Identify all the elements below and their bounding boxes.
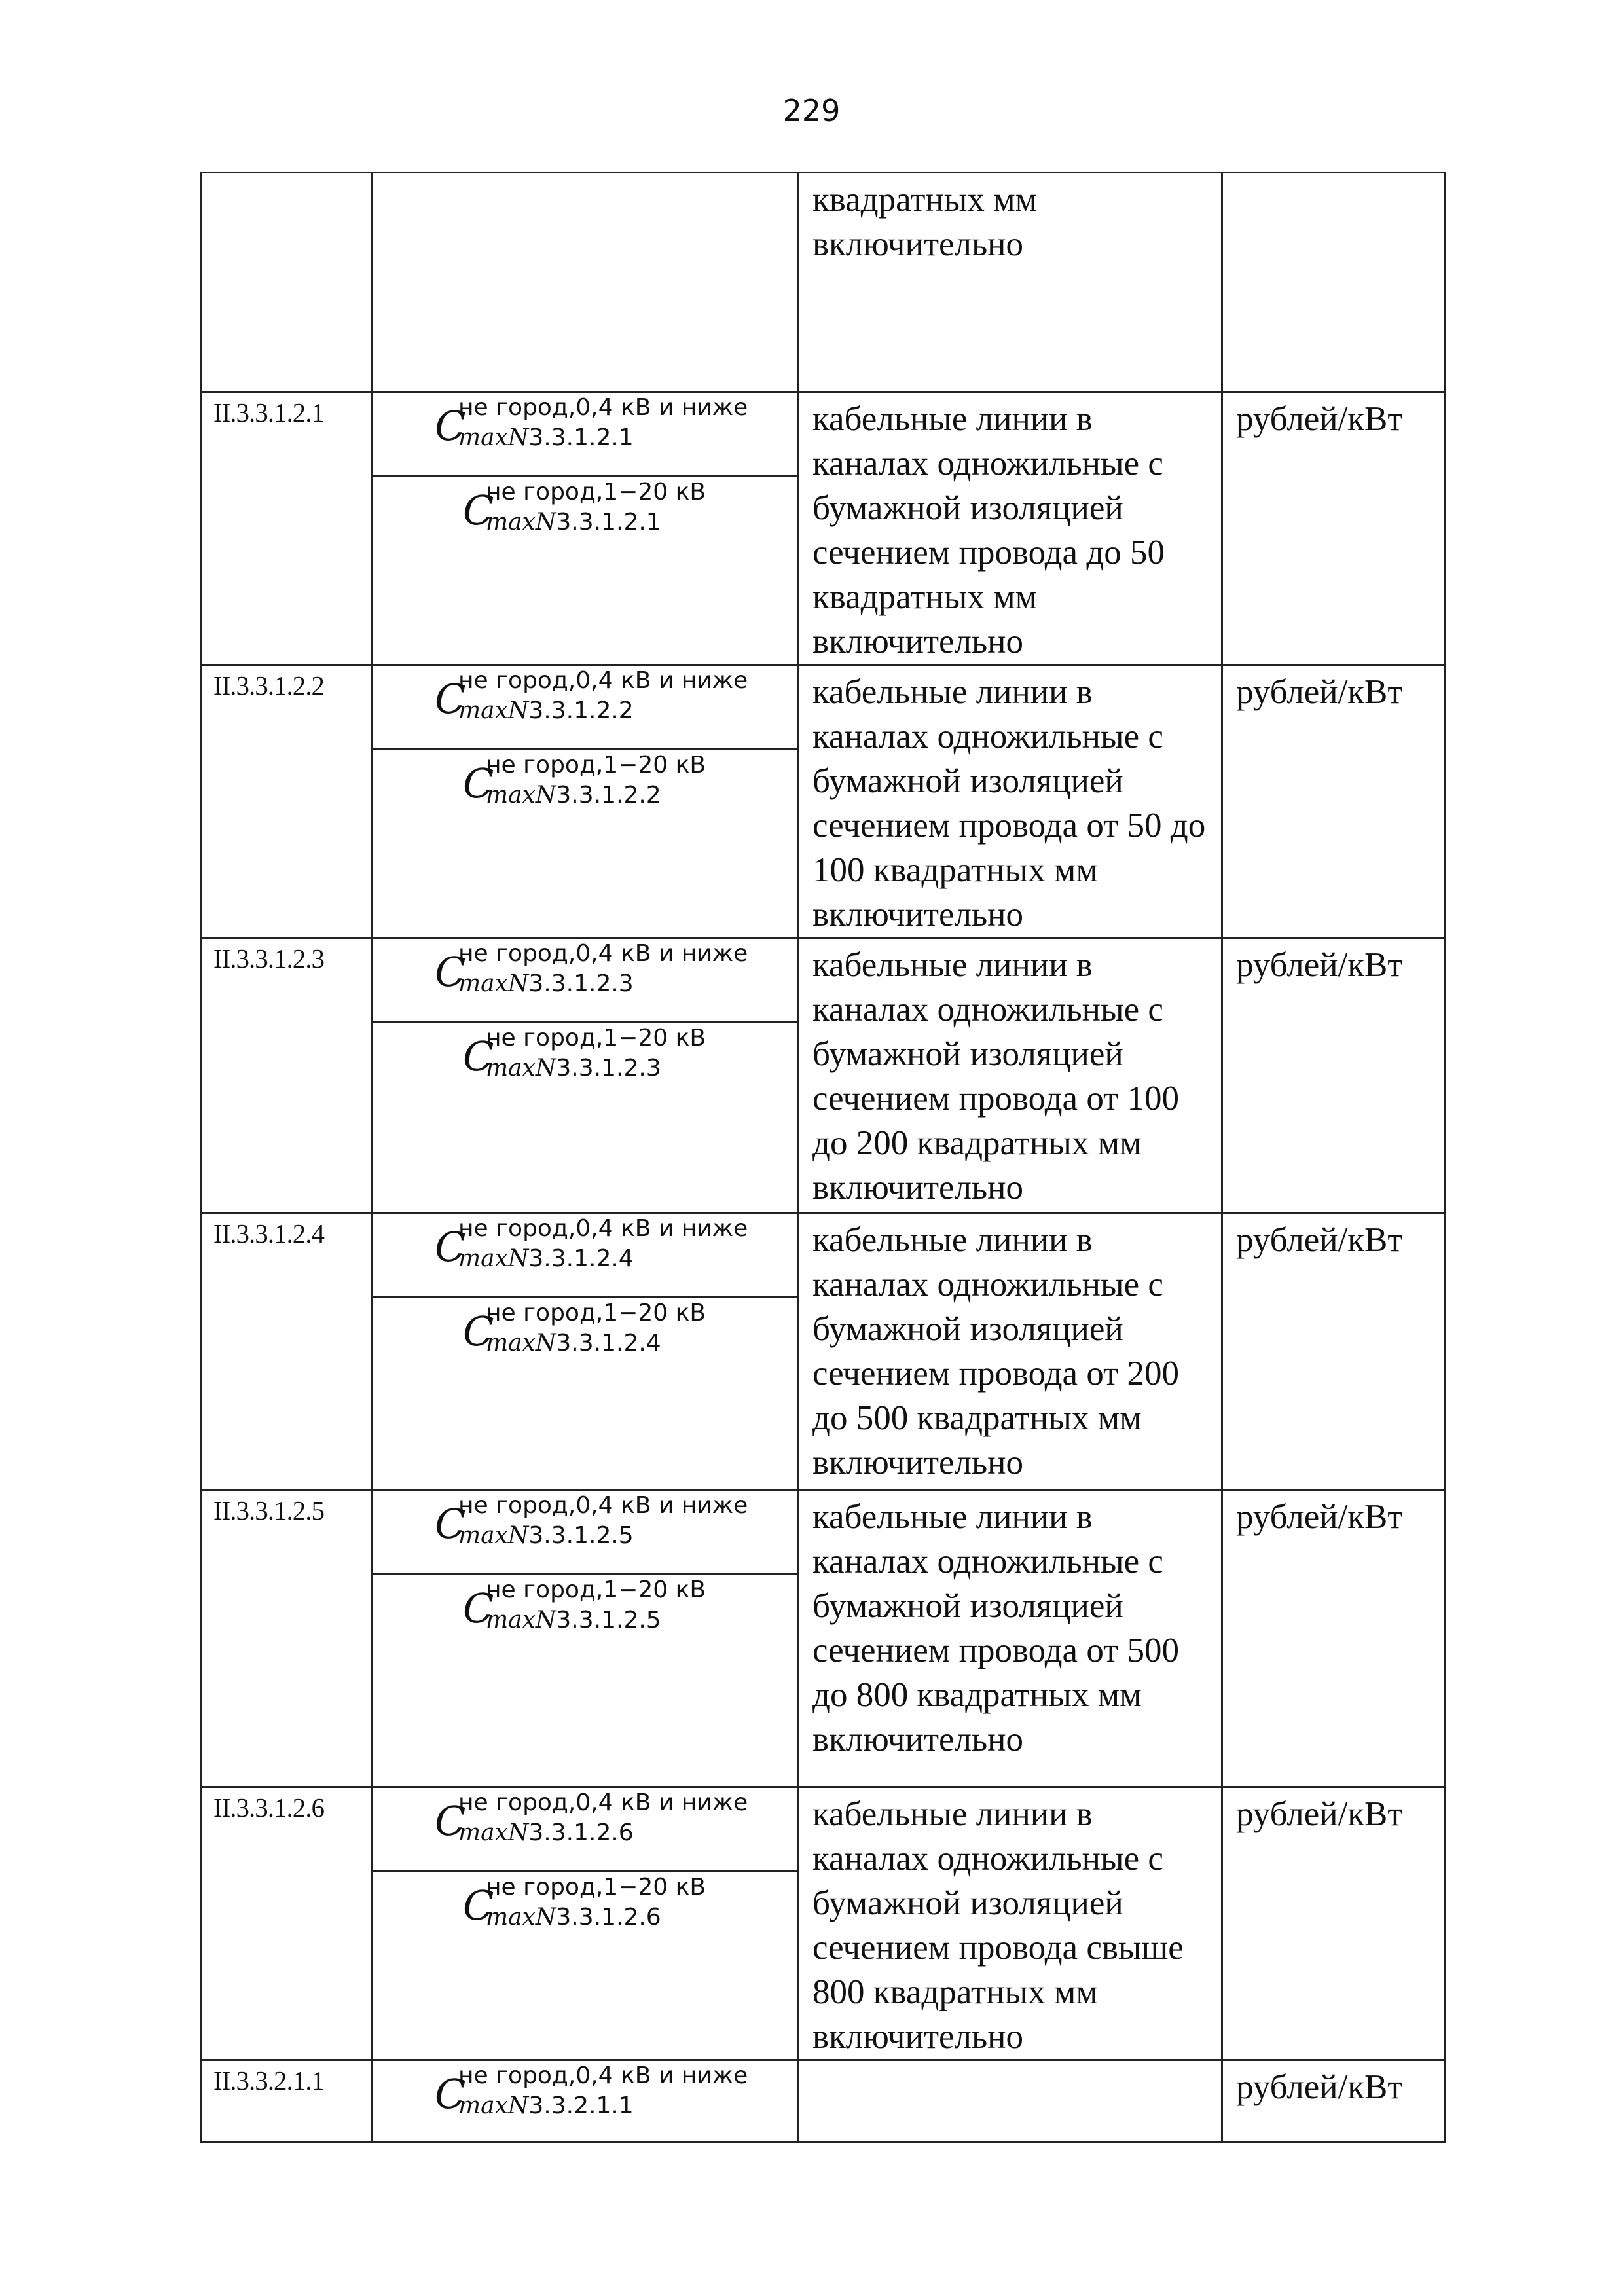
- formula-subscript: maxN3.3.1.2.6: [458, 1819, 634, 1846]
- formula-symbol: C: [463, 1882, 494, 1929]
- formula-symbol: C: [463, 1307, 494, 1355]
- unit-cell: рублей/кВт: [1222, 392, 1445, 665]
- description-cell: кабельные линии в каналах одножильные с бумажной изоляцией сечением провода от 200 до 500 квадратных мм включительно: [799, 1213, 1222, 1490]
- table-row: [201, 1213, 1445, 1490]
- formula-symbol: C: [435, 1797, 466, 1845]
- code-cell: [201, 173, 373, 392]
- code-cell: II.3.3.1.2.1: [201, 392, 373, 665]
- formula-subscript: maxN3.3.1.2.4: [486, 1330, 661, 1357]
- formula-subscript: maxN3.3.1.2.4: [458, 1245, 634, 1272]
- description-cell: кабельные линии в каналах одножильные с бумажной изоляцией сечением провода до 50 квадратных мм включительно: [799, 392, 1222, 665]
- table-row: [201, 665, 1445, 938]
- unit-cell: рублей/кВт: [1222, 938, 1445, 1213]
- description-cell: кабельные линии в каналах одножильные с бумажной изоляцией сечением провода от 100 до 200 квадратных мм включительно: [799, 938, 1222, 1213]
- formula-superscript: не город,0,4 кВ и ниже: [458, 940, 748, 967]
- formula-symbol: C: [435, 948, 466, 996]
- code-cell: II.3.3.1.2.3: [201, 938, 373, 1213]
- unit-cell: [1222, 173, 1445, 392]
- description-cell: кабельные линии в каналах одножильные с бумажной изоляцией сечением провода от 500 до 800 квадратных мм включительно: [799, 1490, 1222, 1787]
- table-row: [201, 1490, 1445, 1787]
- table-row: [201, 1787, 1445, 2060]
- tariff-table: [200, 172, 1446, 2143]
- formula-subscript: maxN3.3.1.2.2: [486, 782, 661, 809]
- formula-symbol: C: [463, 486, 494, 534]
- code-cell: II.3.3.1.2.5: [201, 1490, 373, 1787]
- formula-subscript: maxN3.3.1.2.3: [458, 970, 634, 997]
- code-cell: II.3.3.1.2.4: [201, 1213, 373, 1490]
- formula-superscript: не город,1−20 кВ: [486, 1576, 706, 1603]
- formula-superscript: не город,0,4 кВ и ниже: [458, 2062, 748, 2089]
- code-cell: II.3.3.1.2.2: [201, 665, 373, 938]
- formula-cell: [373, 1787, 799, 2060]
- formula-cell: [373, 1490, 799, 1787]
- code-cell: II.3.3.1.2.6: [201, 1787, 373, 2060]
- table-row: [201, 938, 1445, 1213]
- formula-subscript: maxN3.3.1.2.5: [486, 1607, 661, 1633]
- formula-superscript: не город,0,4 кВ и ниже: [458, 394, 748, 421]
- formula-superscript: не город,1−20 кВ: [486, 752, 706, 778]
- unit-cell: рублей/кВт: [1222, 1490, 1445, 1787]
- unit-cell: рублей/кВт: [1222, 1787, 1445, 2060]
- formula-cell: [373, 938, 799, 1213]
- formula-subscript: maxN3.3.1.2.1: [486, 509, 661, 536]
- formula-symbol: C: [463, 1032, 494, 1080]
- formula-cell: [373, 2060, 799, 2143]
- page-number: 229: [782, 93, 841, 128]
- description-cell: [799, 2060, 1222, 2143]
- table-row-continuation: [201, 173, 1445, 392]
- formula-subscript: maxN3.3.2.1.1: [458, 2092, 634, 2119]
- formula-cell: [373, 392, 799, 665]
- formula-superscript: не город,0,4 кВ и ниже: [458, 1789, 748, 1816]
- formula-subscript: maxN3.3.1.2.2: [458, 697, 634, 724]
- formula-superscript: не город,1−20 кВ: [486, 1300, 706, 1326]
- formula-subscript: maxN3.3.1.2.3: [486, 1055, 661, 1082]
- formula-subscript: maxN3.3.1.2.1: [458, 424, 634, 451]
- table-row: [201, 392, 1445, 665]
- formula-cell: [373, 1213, 799, 1490]
- description-cell: квадратных мм включительно: [799, 173, 1222, 392]
- formula-superscript: не город,0,4 кВ и ниже: [458, 667, 748, 694]
- formula-subscript: maxN3.3.1.2.5: [458, 1522, 634, 1549]
- unit-cell: рублей/кВт: [1222, 1213, 1445, 1490]
- formula-symbol: C: [435, 1223, 466, 1271]
- description-cell: кабельные линии в каналах одножильные с бумажной изоляцией сечением провода свыше 800 квадратных мм включительно: [799, 1787, 1222, 2060]
- formula-symbol: C: [435, 1500, 466, 1548]
- formula-symbol: C: [435, 2070, 466, 2118]
- formula-symbol: C: [435, 675, 466, 723]
- formula-superscript: не город,0,4 кВ и ниже: [458, 1215, 748, 1242]
- unit-cell: рублей/кВт: [1222, 2060, 1445, 2143]
- formula-symbol: C: [435, 402, 466, 450]
- unit-cell: рублей/кВт: [1222, 665, 1445, 938]
- formula-superscript: не город,0,4 кВ и ниже: [458, 1492, 748, 1519]
- formula-superscript: не город,1−20 кВ: [486, 479, 706, 505]
- formula-cell: [373, 665, 799, 938]
- formula-symbol: C: [463, 759, 494, 807]
- formula-cell: [373, 173, 799, 392]
- formula-subscript: maxN3.3.1.2.6: [486, 1904, 661, 1931]
- formula-superscript: не город,1−20 кВ: [486, 1874, 706, 1901]
- table-row: [201, 2060, 1445, 2143]
- formula-symbol: C: [463, 1584, 494, 1632]
- code-cell: II.3.3.2.1.1: [201, 2060, 373, 2143]
- formula-superscript: не город,1−20 кВ: [486, 1025, 706, 1051]
- description-cell: кабельные линии в каналах одножильные с бумажной изоляцией сечением провода от 50 до 100 квадратных мм включительно: [799, 665, 1222, 938]
